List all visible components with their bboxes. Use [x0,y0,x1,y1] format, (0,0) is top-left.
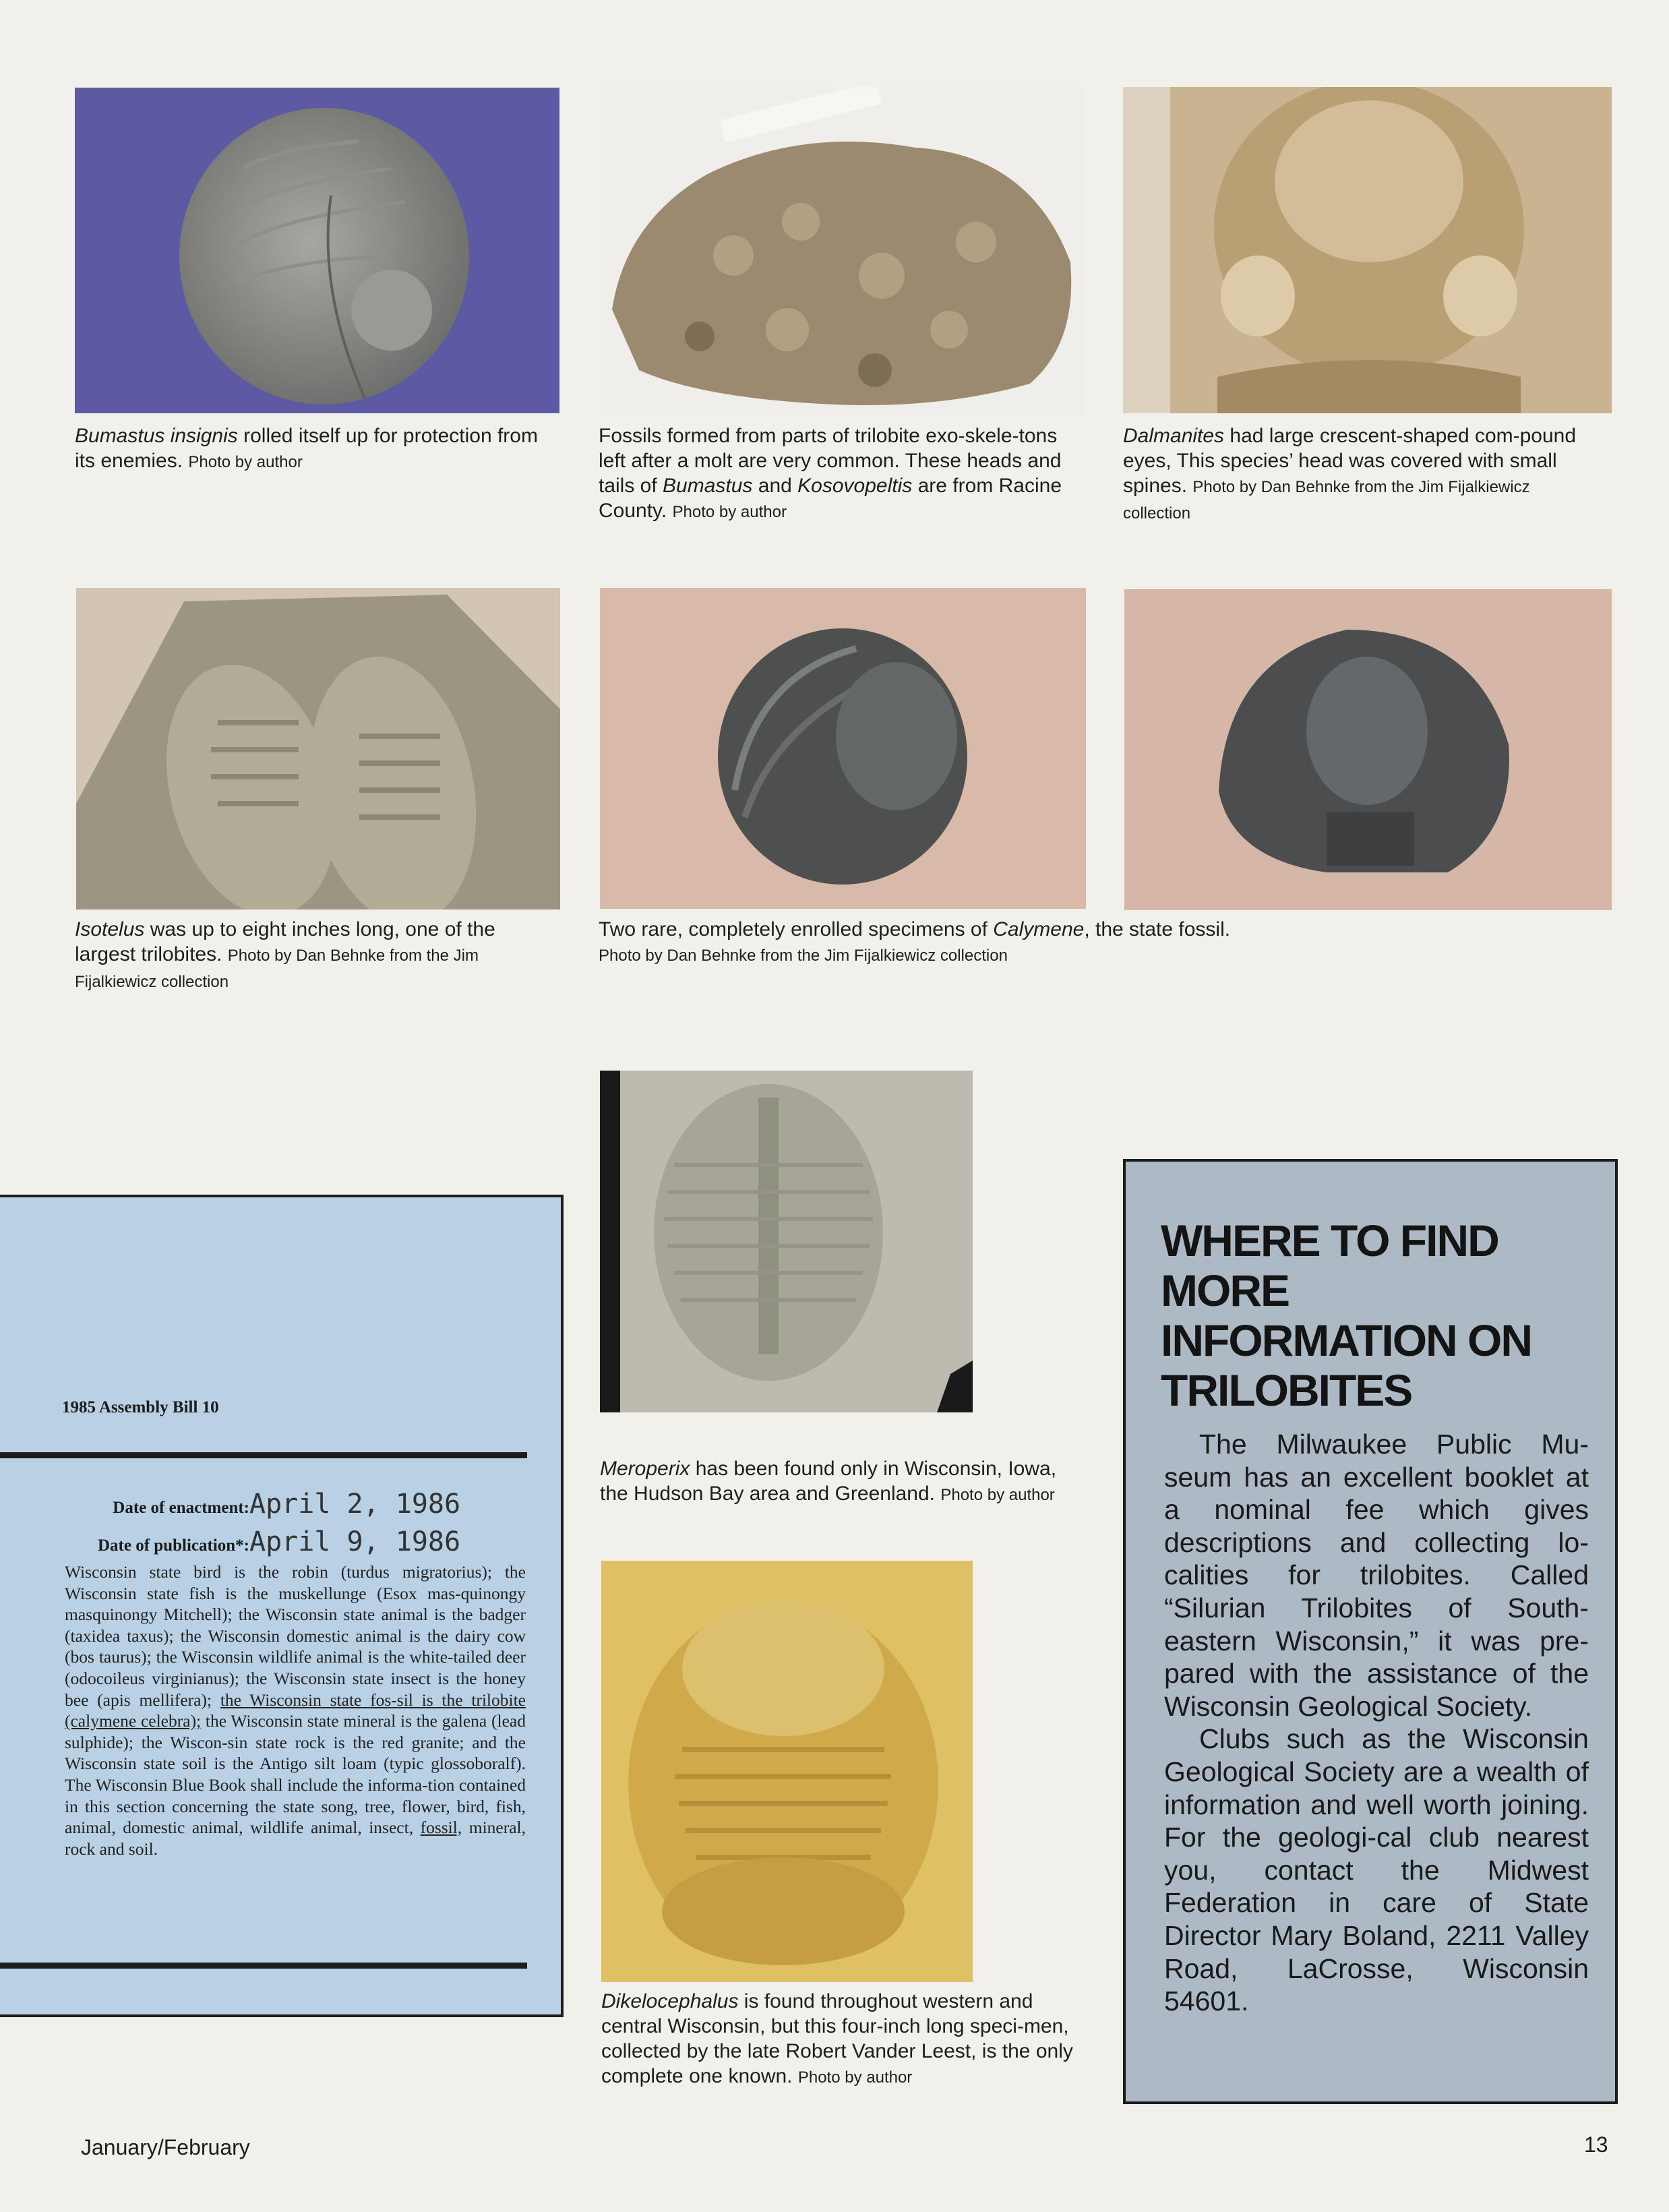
bill-text: Wisconsin state bird is the robin (turdus migratorius); the Wisconsin state fish is the muskellunge (Esox mas-quinongy masquinongy Mitchell); the Wisconsin state animal is the badger (taxidea taxus); the Wisconsin domestic animal is the dairy cow (bos taurus); the Wisconsin wildlife animal is the white-tailed deer (odocoileus virginianus); the Wisconsin state insect is the honey bee (apis mellifera); the Wisconsin state fos-sil is the trilobite (calymene celebra); the Wisconsin state mineral is the galena (lead sulphide); the Wiscon-sin state rock is the red granite; and the Wisconsin state soil is the Antigo silt loam (typic glossoboralf). The Wisconsin Blue Book shall include the informa-tion contained in this section concerning the state song, tree, flower, bird, fish, animal, domestic animal, wildlife animal, insect, fossil, mineral, rock and soil. [65,1562,526,1859]
enactment-label: Date of enactment: [113,1499,249,1517]
state-fossil-clause: the Wisconsin state fos-sil is the trilobite (calymene celebra); [65,1690,526,1731]
divider [0,1452,527,1458]
bill-title: 1985 Assembly Bill 10 [62,1398,219,1416]
caption-dalmanites: Dalmanites had large crescent-shaped com-pound eyes, This species’ head was covered with small spines. Photo by Dan Behnke from the Jim Fijalkiewicz collection [1123,425,1577,522]
caption-meroperix: Meroperix has been found only in Wisconsin, Iowa, the Hudson Bay area and Greenland. Photo by author [600,1458,1057,1505]
bill-dates [71,1487,460,1563]
caption-fossil-slab: Fossils formed from parts of trilobite exo-skele-tons left after a molt are very common. These heads and tails of Bumastus and Kosovopeltis are from Racine County. Photo by author [599,425,1062,522]
caption-isotelus: Isotelus was up to eight inches long, one of the largest trilobites. Photo by Dan Behnke from the Jim Fijalkiewicz collection [75,918,495,991]
photo-meroperix [600,1071,973,1412]
photo-calymene-2 [1124,589,1612,910]
divider [0,1963,527,1969]
assembly-bill-box [0,1195,564,2017]
caption-calymene: Two rare, completely enrolled specimens of Calymene, the state fossil. Photo by Dan Behnke from the Jim Fijalkiewicz collection [599,918,1231,965]
photo-dikelocephalus [601,1561,973,1982]
photo-isotelus [76,588,560,909]
photo-dalmanites [1123,87,1612,413]
photo-calymene-1 [600,588,1086,909]
enactment-date: April 2, 1986 [249,1489,461,1520]
sidebar-body: The Milwaukee Public Mu-seum has an excellent booklet at a nominal fee which gives descriptions and collecting lo-calities for trilobites. Called “Silurian Trilobites of South-eastern Wisconsin,” it was pre-pared with the assistance of the Wisconsin Geological Society. Clubs such as the Wisconsin Geological Society are a wealth of information and well worth joining. For the geologi-cal club nearest you, contact the Midwest Federation in care of State Director Mary Boland, 2211 Valley Road, LaCrosse, Wisconsin 54601. [1164,1429,1589,2017]
publication-label: Date of publication*: [98,1536,249,1555]
photo-bumastus-insignis [75,88,559,413]
sidebar-heading: WHERE TO FIND MORE INFORMATION ON TRILOBITES [1161,1216,1532,1415]
info-sidebar [1123,1159,1618,2104]
caption-dikelocephalus: Dikelocephalus is found throughout western and central Wisconsin, but this four-inch long speci-men, collected by the late Robert Vander Leest, is the only complete one known. Photo by author [601,1990,1073,2087]
publication-date: April 9, 1986 [249,1526,461,1557]
page-number: 13 [1584,2132,1608,2157]
photo-fossil-slab [599,87,1085,415]
caption-bumastus-insignis: Bumastus insignis rolled itself up for protection from its enemies. Photo by author [75,425,538,472]
issue-date: January/February [81,2135,250,2159]
